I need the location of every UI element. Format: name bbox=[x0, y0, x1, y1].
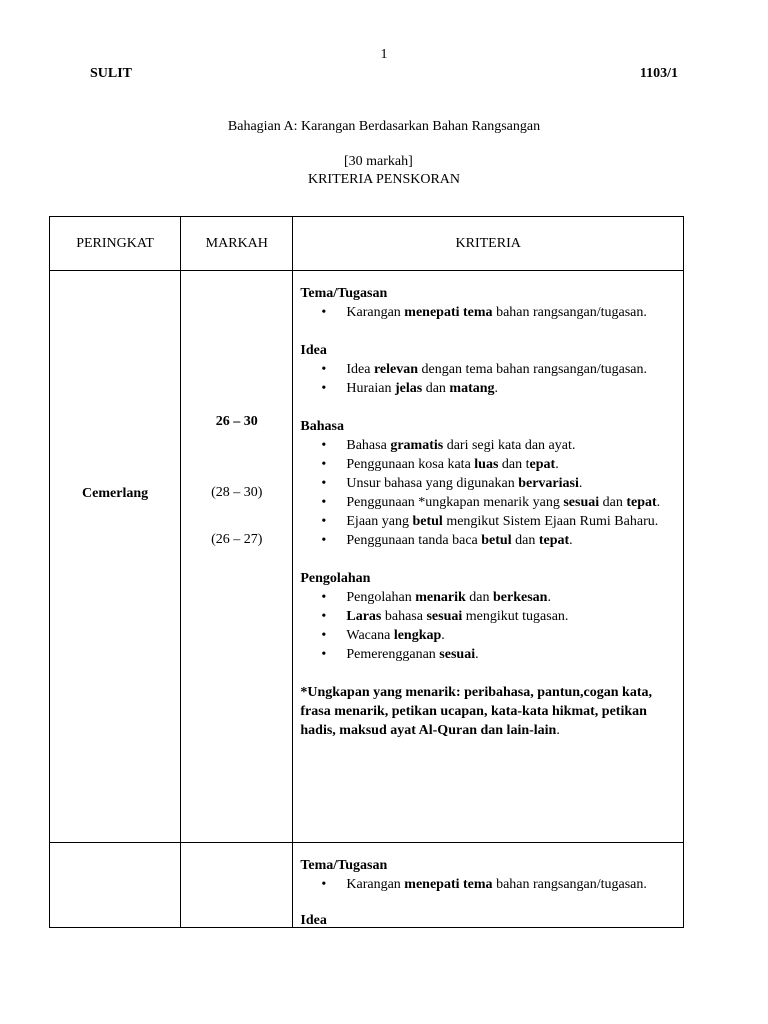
criteria-title: KRITERIA PENSKORAN bbox=[307, 172, 461, 187]
list-item: • Penggunaan kosa kata luas dan tepat. bbox=[346, 455, 671, 474]
header-markah: MARKAH bbox=[181, 217, 293, 271]
list-item: • Pemerengganan sesuai. bbox=[346, 645, 671, 664]
list-item: • Karangan menepati tema bahan rangsangan/tugasan. bbox=[346, 303, 671, 322]
header-paper-code: 1103/1 bbox=[639, 66, 678, 81]
criteria-heading-pengolahan: Pengolahan bbox=[300, 571, 371, 586]
list-item: • Karangan menepati tema bahan rangsangan/tugasan. bbox=[346, 875, 671, 894]
page-number: 1 bbox=[380, 47, 388, 62]
list-item: • Wacana lengkap. bbox=[346, 626, 671, 645]
mark-cell bbox=[181, 843, 293, 928]
list-item: • Laras bahasa sesuai mengikut tugasan. bbox=[346, 607, 671, 626]
mark-cell bbox=[181, 271, 293, 843]
criteria-heading-tema: Tema/Tugasan bbox=[300, 858, 388, 873]
header-peringkat: PERINGKAT bbox=[50, 217, 181, 271]
mark-range: 26 – 30 bbox=[215, 414, 258, 429]
expression-note: *Ungkapan yang menarik: peribahasa, pantun,cogan kata, frasa menarik, petikan ucapan, kata-kata hikmat, petikan hadis, maksud ayat Al-Quran dan lain-lain. bbox=[300, 685, 653, 738]
list-item: • Penggunaan tanda baca betul dan tepat. bbox=[346, 531, 671, 550]
list-item: • Penggunaan *ungkapan menarik yang sesuai dan tepat. bbox=[346, 493, 671, 512]
list-item: • Unsur bahasa yang digunakan bervariasi. bbox=[346, 474, 671, 493]
criteria-cell bbox=[293, 271, 684, 843]
table-row bbox=[50, 843, 684, 928]
list-item: • Huraian jelas dan matang. bbox=[346, 379, 671, 398]
total-marks: [30 markah] bbox=[344, 154, 413, 169]
mark-subrange-high: (28 – 30) bbox=[211, 485, 263, 500]
level-cell bbox=[50, 843, 181, 928]
criteria-cell bbox=[293, 843, 684, 928]
criteria-heading-bahasa: Bahasa bbox=[300, 419, 344, 434]
table-header-row bbox=[50, 217, 684, 271]
criteria-heading-idea: Idea bbox=[300, 913, 327, 927]
table-row bbox=[50, 271, 684, 843]
criteria-heading-idea: Idea bbox=[300, 343, 327, 358]
criteria-heading-tema: Tema/Tugasan bbox=[300, 286, 388, 301]
level-label: Cemerlang bbox=[82, 486, 149, 501]
list-item: • Ejaan yang betul mengikut Sistem Ejaan Rumi Baharu. bbox=[346, 512, 671, 531]
header-kriteria: KRITERIA bbox=[293, 217, 684, 271]
level-cell bbox=[50, 271, 181, 843]
list-item: • Bahasa gramatis dari segi kata dan ayat. bbox=[346, 436, 671, 455]
scoring-table bbox=[49, 216, 684, 928]
header-sulit: SULIT bbox=[90, 66, 133, 81]
section-title: Bahagian A: Karangan Berdasarkan Bahan Rangsangan bbox=[227, 119, 541, 134]
list-item: • Idea relevan dengan tema bahan rangsangan/tugasan. bbox=[346, 360, 671, 379]
mark-subrange-low: (26 – 27) bbox=[211, 532, 263, 547]
list-item: • Pengolahan menarik dan berkesan. bbox=[346, 588, 671, 607]
